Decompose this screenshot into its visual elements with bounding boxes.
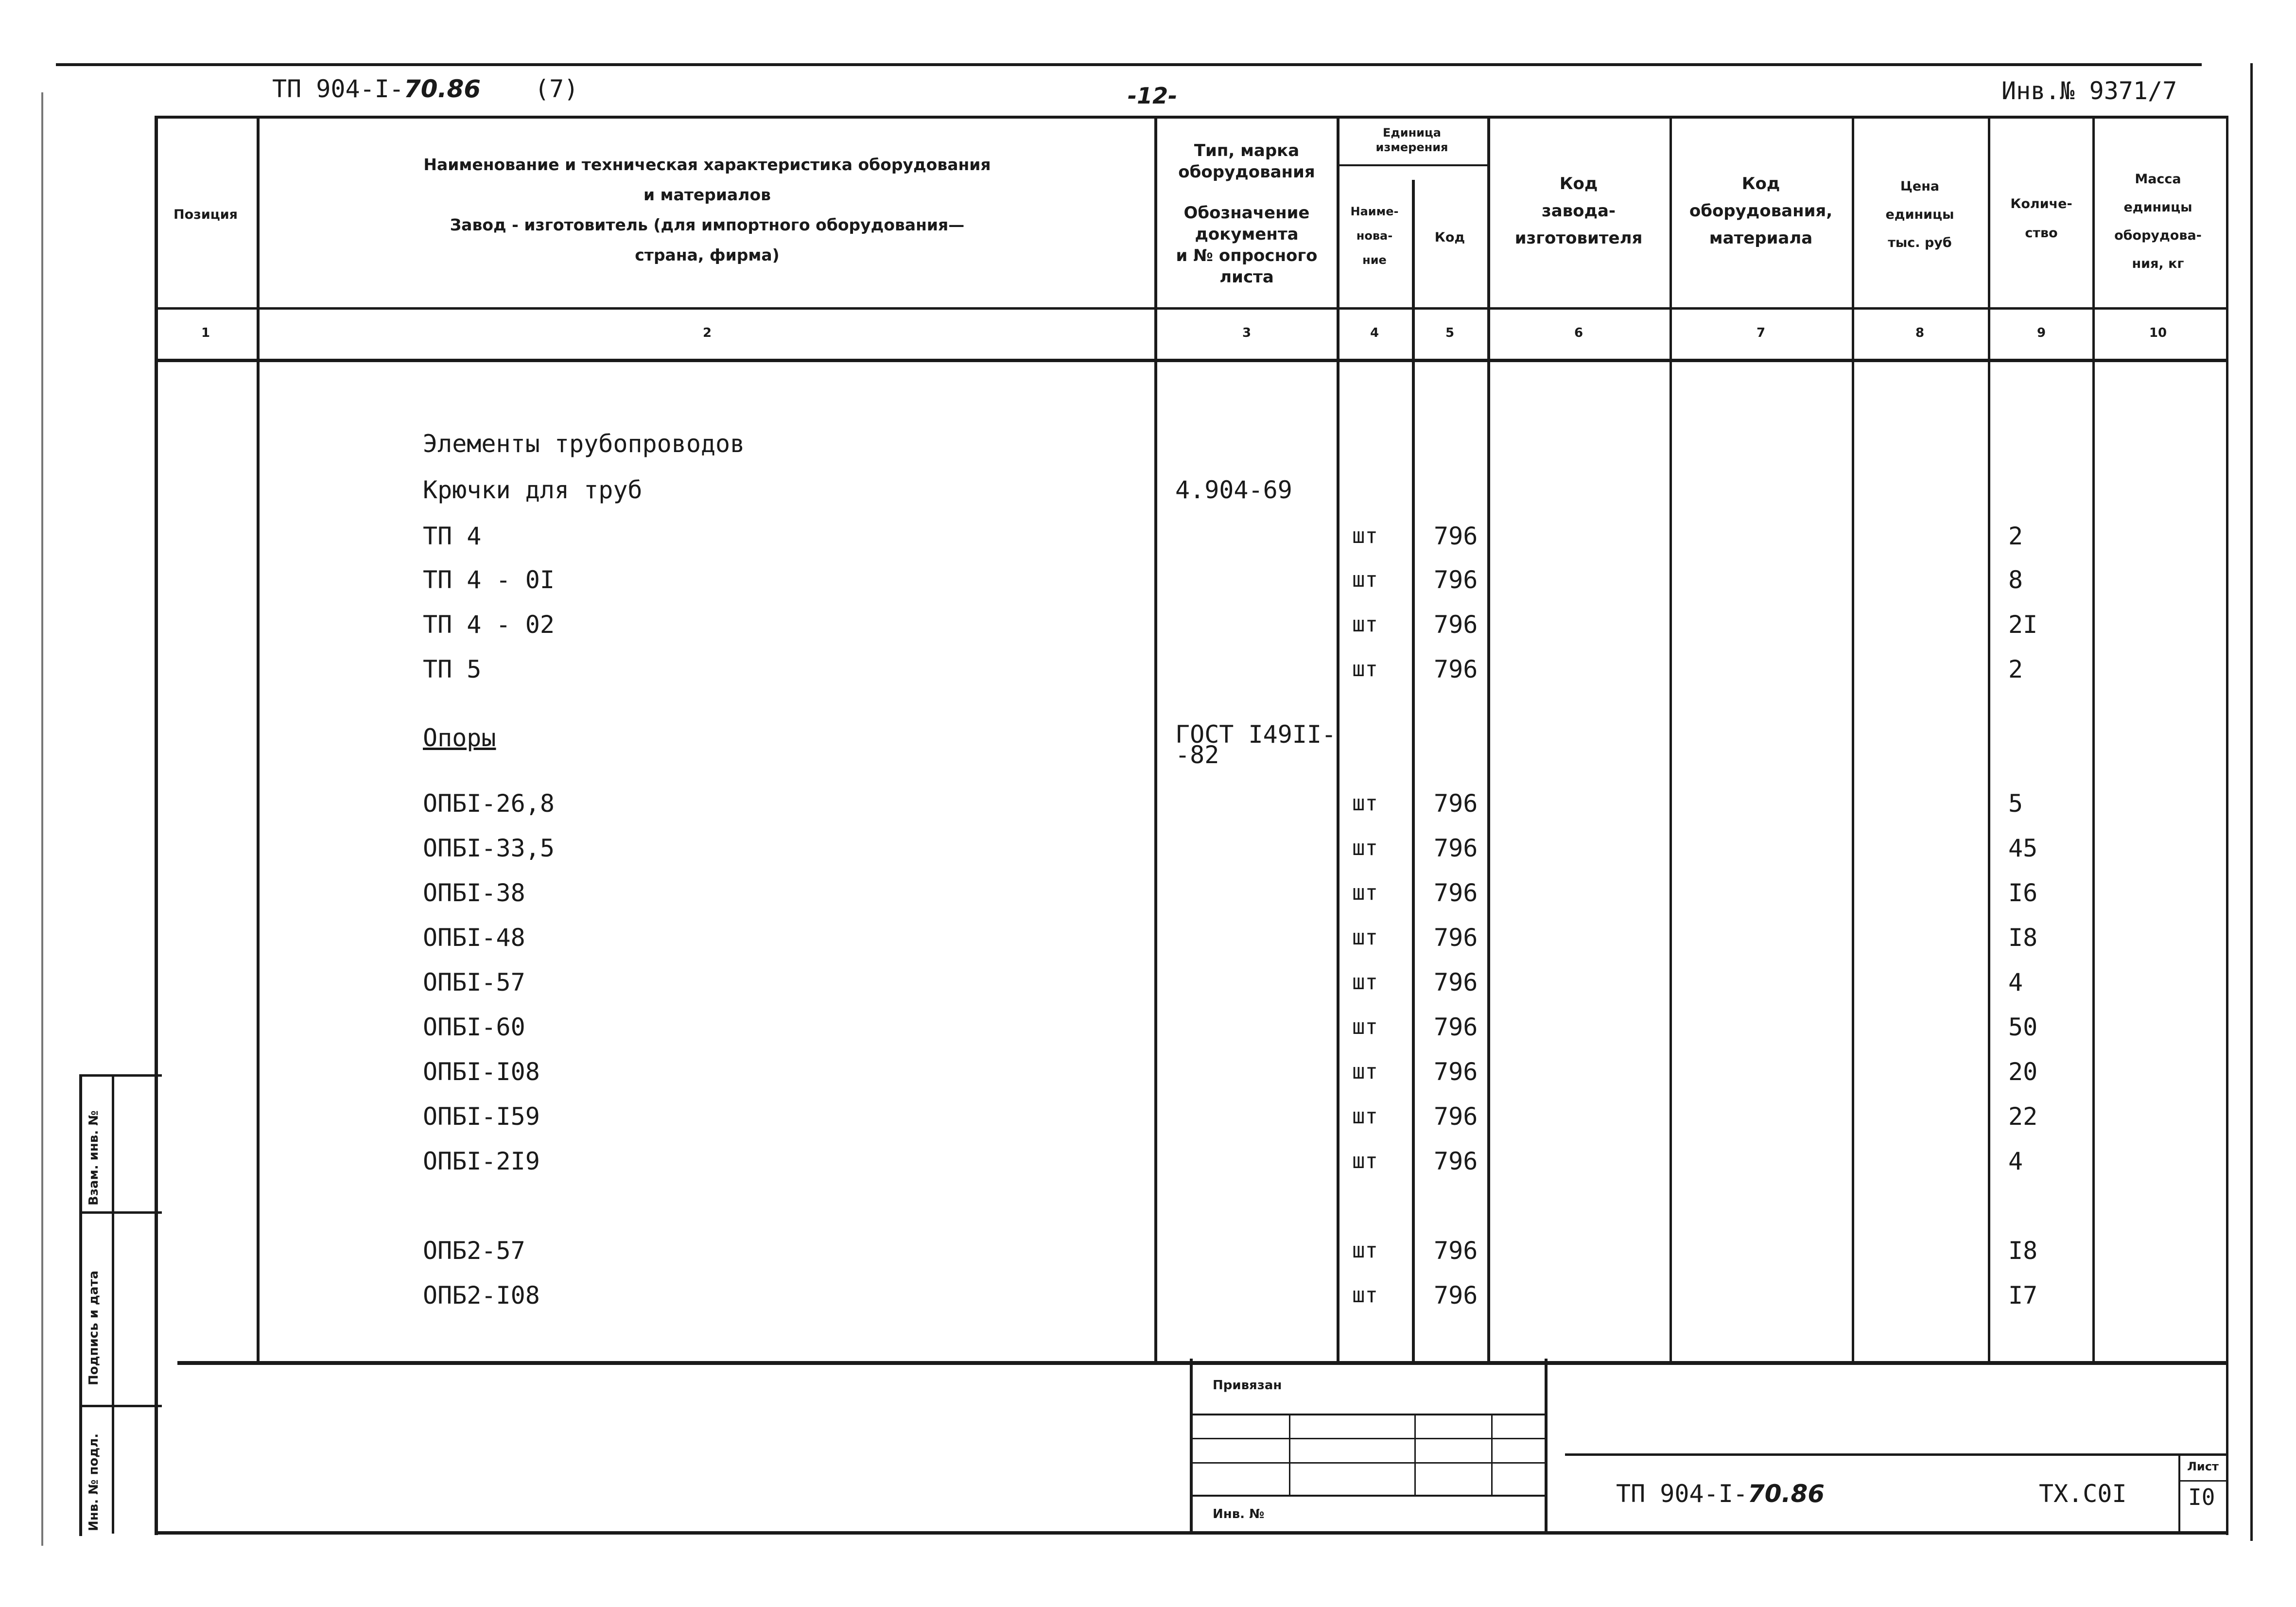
row-7-qty: 5 xyxy=(2008,789,2023,818)
row-8-unit: шт xyxy=(1352,836,1378,860)
col-number-8: 8 xyxy=(1915,326,1925,340)
row-7-code: 796 xyxy=(1434,789,1478,818)
inventory xyxy=(2001,79,2177,103)
col-number-9: 9 xyxy=(2036,326,2046,340)
row-6-type xyxy=(1175,720,1337,769)
row-14-qty: 22 xyxy=(2008,1102,2038,1131)
row-13-qty: 20 xyxy=(2008,1058,2038,1086)
col-title-type xyxy=(1176,140,1317,288)
stamp-box-row4 xyxy=(1190,1495,1547,1497)
row-10-qty: I8 xyxy=(2008,924,2038,952)
row-10-code: 796 xyxy=(1434,924,1478,952)
row-17-code: 796 xyxy=(1434,1281,1478,1310)
stamp-box-row2 xyxy=(1190,1438,1547,1439)
col-sep-9 xyxy=(2092,116,2095,1362)
row-16-qty: I8 xyxy=(2008,1237,2038,1265)
stamp-sheet-label: Лист xyxy=(2187,1460,2219,1473)
row-5-name: ТП 5 xyxy=(423,655,482,683)
frame-right-line xyxy=(2250,63,2253,1541)
col-number-4: 4 xyxy=(1370,326,1379,340)
col-sep-5 xyxy=(1487,116,1490,1362)
row-11-code: 796 xyxy=(1434,968,1478,996)
stamp-sheet-number: I0 xyxy=(2188,1484,2215,1510)
frame-left-outer-line xyxy=(41,92,43,1546)
col-title-mass-line4: ния, кг xyxy=(2132,256,2184,271)
row-1-name: Крючки для труб xyxy=(423,476,643,504)
stamp-doc-code xyxy=(1616,1482,1825,1506)
col-title-unit-group-line1: Единица xyxy=(1383,126,1441,140)
col-number-1: 1 xyxy=(201,326,210,340)
col-title-price-line1: Цена xyxy=(1900,179,1940,194)
row-11-qty: 4 xyxy=(2008,968,2023,996)
row-4-code: 796 xyxy=(1434,611,1478,639)
col-title-type-line2: оборудования xyxy=(1178,162,1315,182)
row-11-unit: шт xyxy=(1352,970,1378,995)
row-10-unit: шт xyxy=(1352,925,1378,950)
col-title-unit-group xyxy=(1376,125,1448,155)
table-right-line xyxy=(2226,116,2228,1535)
row-16-name: ОПБ2-57 xyxy=(423,1237,525,1265)
row-16-unit: шт xyxy=(1352,1238,1378,1263)
col-number-7: 7 xyxy=(1756,326,1766,340)
row-5-code: 796 xyxy=(1434,655,1478,683)
stamp-box-row3 xyxy=(1190,1462,1547,1464)
col-title-unit-name-line3: ние xyxy=(1362,253,1387,267)
row-15-name: ОПБI-2I9 xyxy=(423,1147,540,1175)
stamp-doc-code-suffix: 70.86 xyxy=(1747,1480,1825,1508)
row-9-name: ОПБI-38 xyxy=(423,879,525,907)
row-11-name: ОПБI-57 xyxy=(423,968,525,996)
sheet-index: (7) xyxy=(535,75,579,103)
col-title-name-line2: и материалов xyxy=(643,185,771,204)
col-title-unit-name-line1: Наиме- xyxy=(1350,205,1399,218)
row-9-qty: I6 xyxy=(2008,879,2038,907)
row-2-qty: 2 xyxy=(2008,522,2023,550)
row-7-unit: шт xyxy=(1352,791,1378,816)
page-marker: -12- xyxy=(1128,83,1178,109)
col-title-unit-code-text: Код xyxy=(1434,230,1465,245)
col-title-quantity-line2: ство xyxy=(2025,226,2058,241)
col-title-price-line3: тыс. руб xyxy=(1888,235,1952,250)
row-0-name: Элементы трубопроводов xyxy=(423,430,745,458)
row-15-unit: шт xyxy=(1352,1149,1378,1173)
col-title-unit-name xyxy=(1351,199,1399,272)
col-title-mass-line1: Масса xyxy=(2135,172,2181,187)
row-6-name: Опоры xyxy=(423,724,496,752)
row-15-qty: 4 xyxy=(2008,1147,2023,1175)
col-title-unit-name-line2: нова- xyxy=(1356,229,1393,243)
side-box-left xyxy=(79,1074,82,1536)
row-16-code: 796 xyxy=(1434,1237,1478,1265)
row-17-qty: I7 xyxy=(2008,1281,2038,1310)
row-4-name: ТП 4 - 02 xyxy=(423,611,555,639)
col-title-name-line1: Наименование и техническая характеристика оборудования xyxy=(423,155,991,174)
row-13-name: ОПБI-I08 xyxy=(423,1058,540,1086)
col-sep-4 xyxy=(1412,180,1415,1362)
unit-group-line xyxy=(1337,164,1487,166)
col-number-5: 5 xyxy=(1445,326,1455,340)
col-title-equipment-code-line3: материала xyxy=(1709,228,1813,248)
stamp-sheet-box-left xyxy=(2178,1453,2180,1534)
col-number-2: 2 xyxy=(702,326,712,340)
col-title-name-line4: страна, фирма) xyxy=(635,245,780,264)
table-top-line xyxy=(155,116,2227,119)
side-box-sep1 xyxy=(79,1211,162,1214)
inventory-label: Инв.№ xyxy=(2001,77,2075,105)
side-label-podpis: Подпись и дата xyxy=(87,1270,101,1385)
row-1-type: 4.904-69 xyxy=(1175,476,1292,504)
stamp-box-left xyxy=(1190,1359,1193,1534)
row-14-name: ОПБI-I59 xyxy=(423,1102,540,1131)
row-2-code: 796 xyxy=(1434,522,1478,550)
row-10-name: ОПБI-48 xyxy=(423,924,525,952)
row-14-code: 796 xyxy=(1434,1102,1478,1131)
col-sep-6 xyxy=(1670,116,1672,1362)
col-sep-2 xyxy=(1154,116,1157,1362)
row-3-code: 796 xyxy=(1434,566,1478,594)
row-8-code: 796 xyxy=(1434,834,1478,862)
frame-top-line xyxy=(56,63,2202,66)
col-title-quantity-line1: Количе- xyxy=(2010,196,2072,211)
col-title-name-line3: Завод - изготовитель (для импортного оборудования— xyxy=(450,215,965,234)
row-5-qty: 2 xyxy=(2008,655,2023,683)
row-8-name: ОПБI-33,5 xyxy=(423,834,555,862)
row-14-unit: шт xyxy=(1352,1104,1378,1129)
col-title-mass-line2: единицы xyxy=(2123,200,2192,215)
stamp-box-col1 xyxy=(1289,1415,1290,1496)
col-title-mass-line3: оборудова- xyxy=(2114,228,2202,243)
stamp-title-top xyxy=(1565,1453,2226,1456)
col-title-plant-code-line1: Код xyxy=(1559,174,1598,193)
col-title-name xyxy=(423,150,991,270)
row-12-name: ОПБI-60 xyxy=(423,1013,525,1041)
row-9-unit: шт xyxy=(1352,880,1378,905)
stamp-inv-no: Инв. № xyxy=(1213,1507,1265,1521)
col-sep-1 xyxy=(257,116,260,1362)
col-title-mass xyxy=(2114,165,2202,278)
side-box-top xyxy=(79,1074,162,1077)
col-title-type-line6: листа xyxy=(1219,267,1274,287)
side-label-vzam: Взам. инв. № xyxy=(87,1110,101,1205)
row-4-qty: 2I xyxy=(2008,611,2038,639)
side-box-mid xyxy=(112,1074,114,1534)
stamp-mark: ТХ.С0I xyxy=(2039,1480,2127,1508)
row-6-type-line2: -82 xyxy=(1175,741,1219,769)
col-title-type-line3: Обозначение xyxy=(1183,203,1310,223)
row-17-unit: шт xyxy=(1352,1283,1378,1308)
col-sep-8 xyxy=(1988,116,1990,1362)
row-8-qty: 45 xyxy=(2008,834,2038,862)
stamp-box-row1 xyxy=(1190,1414,1547,1415)
stamp-box-col2 xyxy=(1414,1415,1416,1496)
table-body-bottom-line xyxy=(177,1361,2228,1365)
row-4-unit: шт xyxy=(1352,612,1378,637)
stamp-doc-code-prefix: ТП 904-I- xyxy=(1616,1480,1748,1508)
col-title-position-text: Позиция xyxy=(173,207,238,222)
col-number-3: 3 xyxy=(1242,326,1252,340)
row-13-unit: шт xyxy=(1352,1059,1378,1084)
row-5-unit: шт xyxy=(1352,657,1378,681)
row-17-name: ОПБ2-I08 xyxy=(423,1281,540,1310)
row-12-code: 796 xyxy=(1434,1013,1478,1041)
col-title-position xyxy=(174,203,238,227)
doc-code-prefix: ТП 904-I- xyxy=(272,75,404,103)
row-3-unit: шт xyxy=(1352,567,1378,592)
col-number-10: 10 xyxy=(2149,326,2167,340)
col-sep-7 xyxy=(1852,116,1854,1362)
stamp-privyazan: Привязан xyxy=(1213,1378,1282,1393)
col-title-quantity xyxy=(2010,190,2072,248)
numbers-bottom-line xyxy=(155,359,2227,362)
header-bottom-line xyxy=(155,307,2227,310)
stamp-box-col3 xyxy=(1491,1415,1493,1496)
stamp-box-right xyxy=(1545,1359,1548,1534)
col-number-6: 6 xyxy=(1574,326,1583,340)
col-title-type-line1: Тип, марка xyxy=(1194,141,1300,160)
row-12-qty: 50 xyxy=(2008,1013,2038,1041)
stamp-sheet-box-sep xyxy=(2178,1480,2227,1482)
col-sep-3 xyxy=(1337,116,1339,1362)
row-9-code: 796 xyxy=(1434,879,1478,907)
col-title-equipment-code-line1: Код xyxy=(1741,174,1780,193)
col-title-price-line2: единицы xyxy=(1885,207,1954,222)
row-3-name: ТП 4 - 0I xyxy=(423,566,555,594)
col-title-plant-code-line3: изготовителя xyxy=(1514,228,1643,248)
row-2-unit: шт xyxy=(1352,524,1378,548)
side-label-inv-podl: Инв. № подл. xyxy=(87,1433,101,1531)
col-title-equipment-code xyxy=(1689,170,1832,252)
col-title-type-line5: и № опросного xyxy=(1176,246,1318,265)
row-3-qty: 8 xyxy=(2008,566,2023,594)
inventory-number: 9371/7 xyxy=(2089,77,2177,105)
col-title-plant-code xyxy=(1515,170,1643,252)
row-2-name: ТП 4 xyxy=(423,522,482,550)
doc-code xyxy=(272,77,481,101)
row-13-code: 796 xyxy=(1434,1058,1478,1086)
col-title-unit-group-line2: измерения xyxy=(1375,140,1448,154)
col-title-type-line4: документа xyxy=(1195,225,1299,244)
col-title-price xyxy=(1885,173,1954,257)
col-title-plant-code-line2: завода- xyxy=(1541,201,1616,221)
row-6-type-line1: ГОСТ I49II- xyxy=(1175,720,1337,749)
col-title-equipment-code-line2: оборудования, xyxy=(1689,201,1833,221)
row-12-unit: шт xyxy=(1352,1014,1378,1039)
col-title-unit-code xyxy=(1435,226,1465,249)
doc-code-suffix: 70.86 xyxy=(403,75,481,103)
row-7-name: ОПБI-26,8 xyxy=(423,789,555,818)
row-15-code: 796 xyxy=(1434,1147,1478,1175)
side-box-sep2 xyxy=(79,1405,162,1407)
table-left-line xyxy=(155,116,158,1535)
